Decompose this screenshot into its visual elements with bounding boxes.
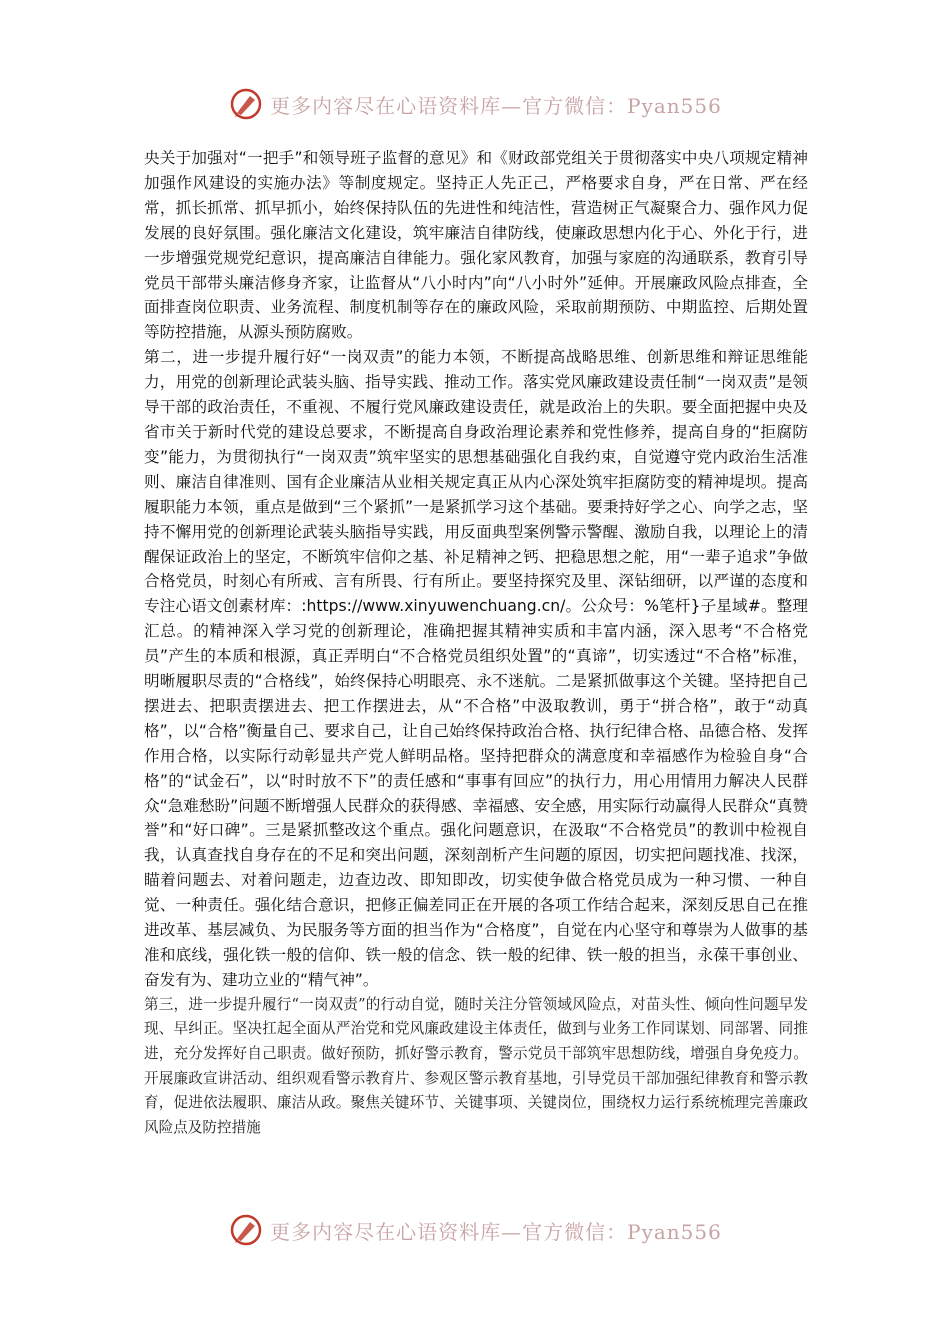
- header-watermark-banner: [0, 84, 950, 124]
- watermark-text: 更多内容尽在心语资料库—官方微信：Pyan556: [270, 93, 722, 118]
- paragraph-1: 央关于加强对“一把手”和领导班子监督的意见》和《财政部党组关于贯彻落实中央八项规定精神加强作风建设的实施办法》等制度规定。坚持正人先正己，严格要求自身，严在日常、严在经常，抓长抓常、抓早抓小，始终保持队伍的先进性和纯洁性，营造树正气凝聚合力、强作风力促发展的良好氛围。强化廉洁文化建设，筑牢廉洁自律防线，使廉政思想内化于心、外化于行，进一步增强党规党纪意识，提高廉洁自律能力。强化家风教育，加强与家庭的沟通联系，教育引导党员干部带头廉洁修身齐家，让监督从“八小时内”向“八小时外”延伸。开展廉政风险点排查，全面排查岗位职责、业务流程、制度机制等存在的廉政风险，采取前期预防、中期监控、后期处置等防控措施，从源头预防腐败。: [144, 149, 808, 342]
- pen-nib-logo-icon: [228, 1212, 264, 1248]
- pen-nib-logo-icon: [228, 86, 264, 122]
- document-body: [144, 146, 808, 1140]
- watermark-text: 更多内容尽在心语资料库—官方微信：Pyan556: [270, 1219, 722, 1244]
- paragraph-2: 第二，进一步提升履行好“一岗双责”的能力本领，不断提高战略思维、创新思维和辩证思维能力，用党的创新理论武装头脑、指导实践、推动工作。落实党风廉政建设责任制“一岗双责”是领导干部的政治责任，不重视、不履行党风廉政建设责任，就是政治上的失职。要全面把握中央及省市关于新时代党的建设总要求，不断提高自身政治理论素养和党性修养，提高自身的“拒腐防变”能力，为贯彻执行“一岗双责”筑牢坚实的思想基础强化自我约束，自觉遵守党内政治生活准则、廉洁自律准则、国有企业廉洁从业相关规定真正从内心深处筑牢拒腐防变的精神堤坝。提高履职能力本领，重点是做到“三个紧抓”一是紧抓学习这个基础。要秉持好学之心、向学之志，坚持不懈用党的创新理论武装头脑指导实践，用反面典型案例警示警醒、激励自我，以理论上的清醒保证政治上的坚定，不断筑牢信仰之基、补足精神之钙、把稳思想之舵，用“一辈子追求”争做合格党员，时刻心有所戒、言有所畏、行有所止。要坚持探究及里、深钻细研，以严谨的态度和专注心语文创素材库：:https://www.xinyuwenchuang.cn/。公众号：%笔杆}子星域#。整理汇总。的精神深入学习党的创新理论，准确把握其精神实质和丰富内涵，深入思考“不合格党员”产生的本质和根源，真正弄明白“不合格党员组织处置”的“真谛”，切实透过“不合格”标准，明晰履职尽责的“合格线”，始终保持心明眼亮、永不迷航。二是紧抓做事这个关键。坚持把自己摆进去、把职责摆进去、把工作摆进去，从“不合格”中汲取教训，勇于“拼合格”，敢于“动真格”，以“合格”衡量自己、要求自己，让自己始终保持政治合格、执行纪律合格、品德合格、发挥作用合格，以实际行动彰显共产党人鲜明品格。坚持把群众的满意度和幸福感作为检验自身“合格”的“试金石”，以“时时放不下”的责任感和“事事有回应”的执行力，用心用情用力解决人民群众“急难愁盼”问题不断增强人民群众的获得感、幸福感、安全感，用实际行动赢得人民群众“真赞誉”和“好口碑”。三是紧抓整改这个重点。强化问题意识，在汲取“不合格党员”的教训中检视自我，认真查找自身存在的不足和突出问题，深刻剖析产生问题的原因，切实把问题找准、找深，瞄着问题去、对着问题走，边查边改、即知即改，切实使争做合格党员成为一种习惯、一种自觉、一种责任。强化结合意识，把修正偏差同正在开展的各项工作结合起来，深刻反思自己在推进改革、基层减负、为民服务等方面的担当作为“合格度”，自觉在内心坚守和尊崇为人做事的基准和底线，强化铁一般的信仰、铁一般的信念、铁一般的纪律、铁一般的担当，永葆干事创业、奋发有为、建功立业的“精气神”。: [144, 348, 808, 989]
- paragraph-3: 第三，进一步提升履行“一岗双责”的行动自觉，随时关注分管领域风险点，对苗头性、倾向性问题早发现、早纠正。坚决扛起全面从严治党和党风廉政建设主体责任，做到与业务工作同谋划、同部署、同推进，充分发挥好自己职责。做好预防，抓好警示教育，警示党员干部筑牢思想防线，增强自身免疫力。开展廉政宣讲活动、组织观看警示教育片、参观区警示教育基地，引导党员干部加强纪律教育和警示教育，促进依法履职、廉洁从政。聚焦关键环节、关键事项、关键岗位，围绕权力运行系统梳理完善廉政风险点及防控措施: [144, 995, 808, 1136]
- footer-watermark-banner: [0, 1210, 950, 1250]
